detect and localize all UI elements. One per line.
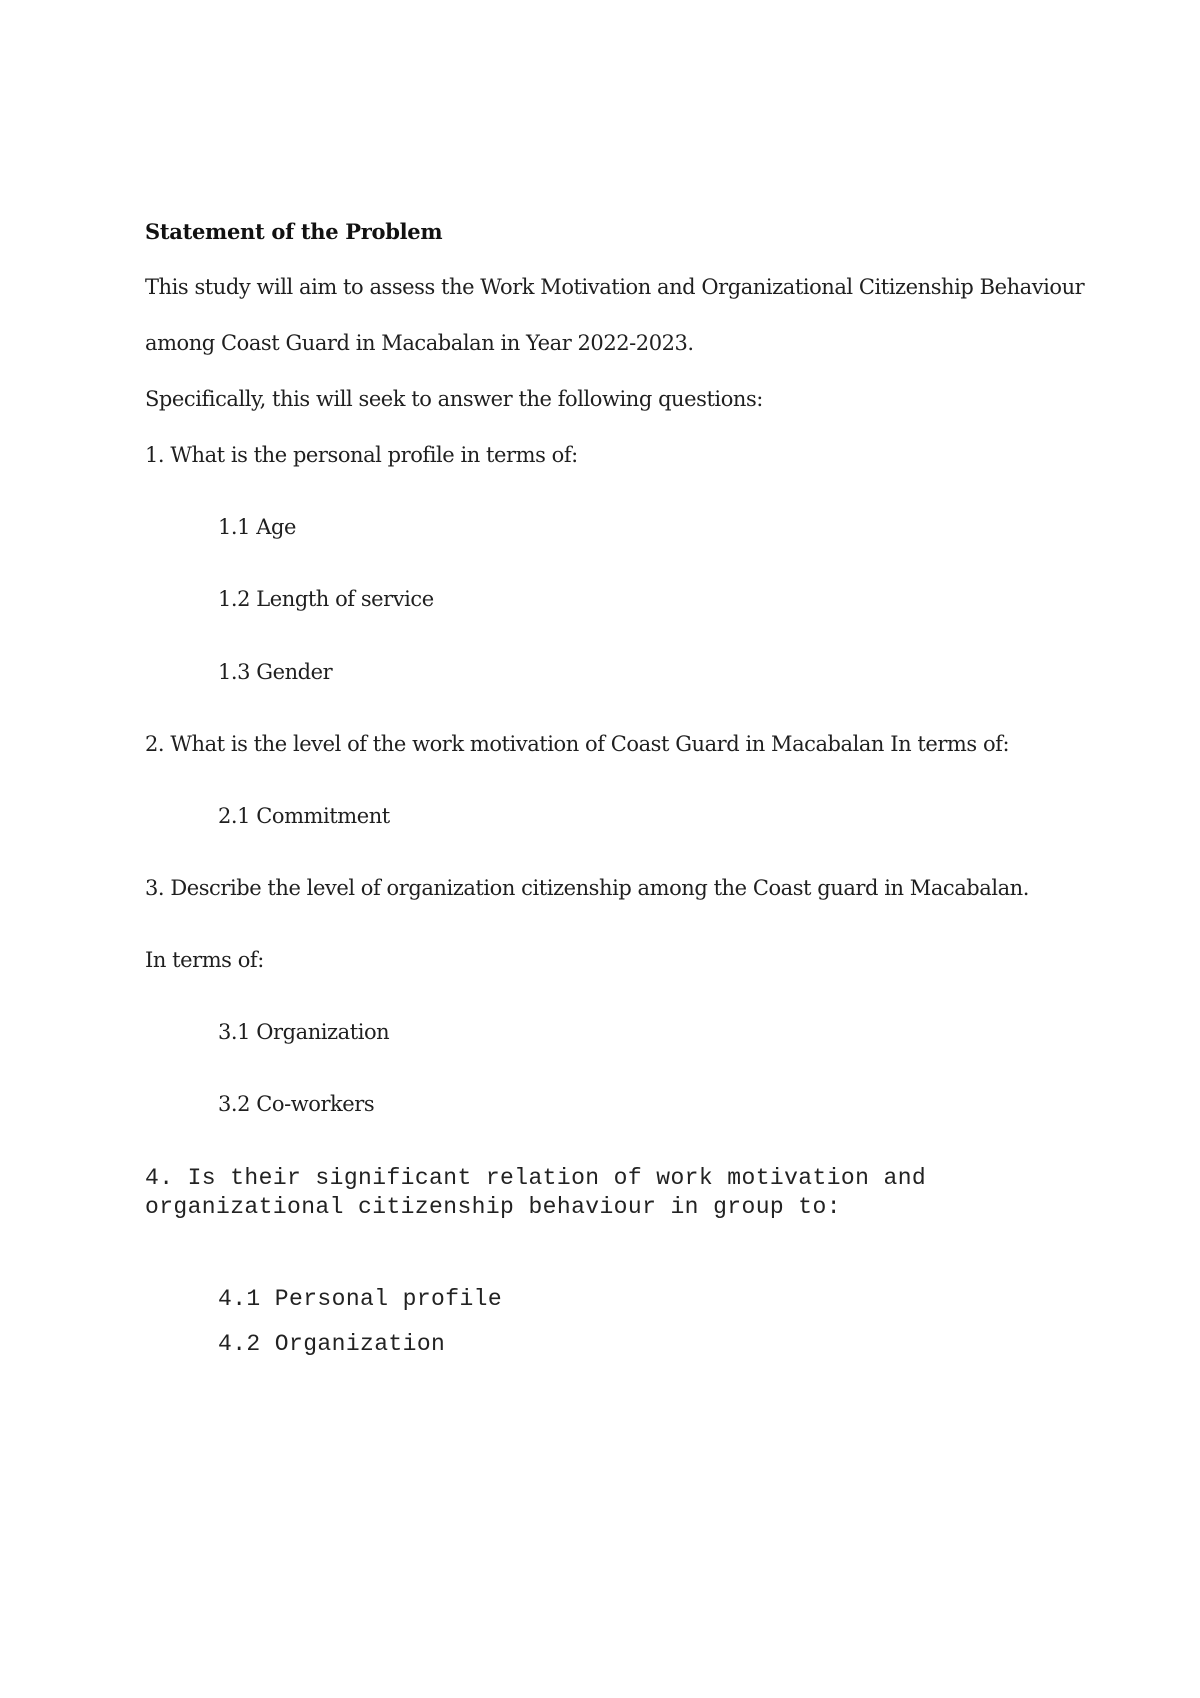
question-4-item-organization: 4.2 Organization [218,1331,446,1357]
intro-paragraph-line-1: This study will aim to assess the Work Motivation and Organizational Citizenship Behaviour [145,275,1085,299]
question-2-item-commitment: 2.1 Commitment [218,804,390,828]
document-title: Statement of the Problem [145,219,443,244]
question-4-item-personal-profile: 4.1 Personal profile [218,1286,503,1312]
question-2: 2. What is the level of the work motivation of Coast Guard in Macabalan In terms of: [145,732,1010,756]
question-1-item-age: 1.1 Age [218,515,296,539]
question-3-item-organization: 3.1 Organization [218,1020,390,1044]
question-4-line-2: organizational citizenship behaviour in group to: [145,1194,841,1220]
question-3: 3. Describe the level of organization citizenship among the Coast guard in Macabalan. [145,876,1029,900]
question-1-item-length-of-service: 1.2 Length of service [218,587,434,611]
question-3-continuation: In terms of: [145,948,264,972]
question-3-item-co-workers: 3.2 Co-workers [218,1092,375,1116]
question-1-item-gender: 1.3 Gender [218,660,333,684]
question-4-line-1: 4. Is their significant relation of work motivation and [145,1165,927,1191]
intro-paragraph-line-2: among Coast Guard in Macabalan in Year 2022-2023. [145,331,694,355]
question-1: 1. What is the personal profile in terms of: [145,443,578,467]
specifically-line: Specifically, this will seek to answer the following questions: [145,387,763,411]
